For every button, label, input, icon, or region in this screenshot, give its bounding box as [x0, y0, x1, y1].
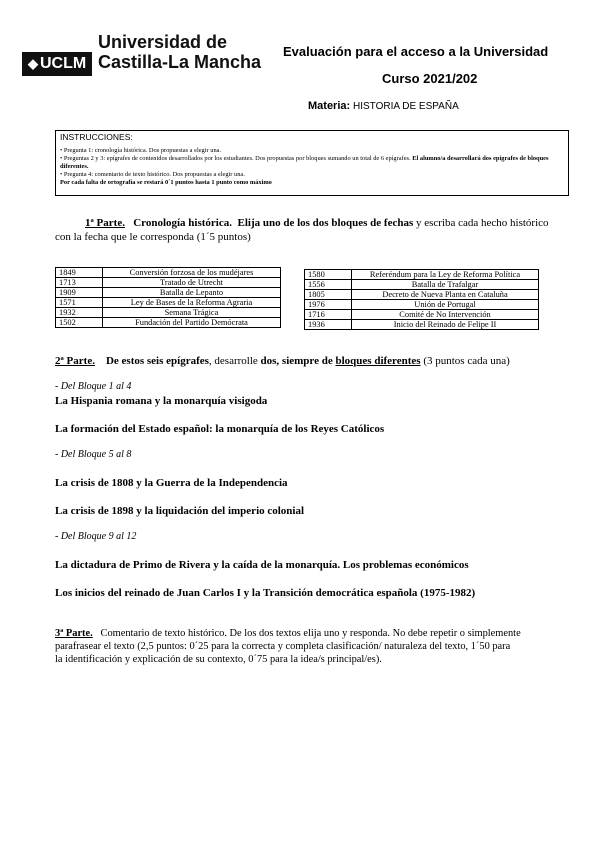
- instructions-title: INSTRUCCIONES:: [60, 132, 133, 142]
- university-name-line2: Castilla-La Mancha: [98, 52, 262, 72]
- instruction-line-4: [60, 179, 564, 187]
- block1-topic-2: La formación del Estado español: la monarquía de los Reyes Católicos: [55, 423, 385, 435]
- table-year: 1805: [305, 290, 352, 300]
- table-year: 1502: [56, 318, 103, 328]
- university-name: [98, 32, 261, 72]
- table-row: [305, 290, 539, 300]
- dates-table-b: [304, 269, 539, 330]
- table-event: Batalla de Lepanto: [103, 288, 281, 298]
- table-row: [56, 298, 281, 308]
- instruction-line-2: [60, 155, 564, 171]
- part2-text3: dos, siempre de: [260, 355, 333, 367]
- table-year: 1571: [56, 298, 103, 308]
- instruction-line-2-text: • Preguntas 2 y 3: epígrafes de contenidos desarrollados por los estudiantes. Dos propuestas por bloques sumando un total de 6 epígrafes.: [60, 155, 411, 162]
- exam-title: Evaluación para el acceso a la Universidad: [283, 44, 549, 59]
- subject-value: HISTORIA DE ESPAÑA: [352, 101, 459, 112]
- block2-topic-2: La crisis de 1898 y la liquidación del imperio colonial: [55, 505, 305, 517]
- part3-heading: 3ª Parte.: [55, 628, 93, 639]
- table-year: 1936: [305, 320, 352, 330]
- university-logo: [22, 52, 92, 76]
- table-year: 1976: [305, 300, 352, 310]
- table-row: [305, 280, 539, 290]
- part2-text1: De estos seis epígrafes: [105, 355, 209, 367]
- table-event: Fundación del Partido Demócrata: [103, 318, 281, 328]
- table-row: [56, 288, 281, 298]
- table-event: Comité de No Intervención: [352, 310, 539, 320]
- part1-title: Cronología histórica.: [133, 217, 232, 229]
- table-row: [305, 270, 539, 280]
- part2-text5: (3 puntos cada una): [423, 355, 510, 367]
- block1-label: - Del Bloque 1 al 4: [55, 381, 132, 392]
- table-event: Ley de Bases de la Reforma Agraria: [103, 298, 281, 308]
- table-row: [56, 308, 281, 318]
- block3-label: - Del Bloque 9 al 12: [55, 531, 137, 542]
- instruction-line-3: • Pregunta 4: comentario de texto histórico. Dos propuestas a elegir una.: [60, 171, 245, 178]
- part2-intro: [55, 354, 575, 368]
- part3-line-2: parafrasear el texto (2,5 puntos: 0´25 para la correcta y completa clasificación/ naturaleza del texto, 1´50 para: [55, 641, 511, 652]
- table-event: Conversión forzosa de los mudéjares: [103, 268, 281, 278]
- instructions-box: [55, 130, 569, 196]
- table-event: Unión de Portugal: [352, 300, 539, 310]
- table-year: 1580: [305, 270, 352, 280]
- part1-instruction-line2: con la fecha que le corresponda (1´5 puntos): [55, 231, 251, 243]
- table-year: 1932: [56, 308, 103, 318]
- table-row: [56, 278, 281, 288]
- table-year: 1713: [56, 278, 103, 288]
- table-row: [305, 300, 539, 310]
- block3-topic-1: La dictadura de Primo de Rivera y la caída de la monarquía. Los problemas económicos: [55, 559, 469, 571]
- instruction-line-2-bold: El alumno/a desarrollará dos epígrafes de bloques diferentes.: [60, 155, 549, 170]
- logo-text: UCLM: [40, 55, 87, 72]
- table-row: [56, 268, 281, 278]
- table-row: [305, 310, 539, 320]
- part3-text-1: Comentario de texto histórico. De los dos textos elija uno y responda. No debe repetir o simplemente: [100, 628, 521, 639]
- table-year: 1849: [56, 268, 103, 278]
- table-year: 1556: [305, 280, 352, 290]
- subject-label: Materia:: [308, 100, 351, 112]
- table-event: Decreto de Nueva Planta en Cataluña: [352, 290, 539, 300]
- course-year: Curso 2021/202: [382, 71, 478, 86]
- part3-line-1: [55, 627, 575, 640]
- part1-intro: [55, 216, 575, 244]
- logo-symbol-icon: ◆: [28, 56, 38, 71]
- table-row: [56, 318, 281, 328]
- part2-heading: 2ª Parte.: [55, 355, 95, 367]
- table-event: Tratado de Utrecht: [103, 278, 281, 288]
- part1-instruction-rest: y escriba cada hecho histórico: [415, 217, 549, 229]
- table-event: Referéndum para la Ley de Reforma Política: [352, 270, 539, 280]
- instruction-line-1: • Pregunta 1: cronología histórica. Dos propuestas a elegir una.: [60, 147, 222, 154]
- university-name-line1: Universidad de: [98, 32, 228, 52]
- table-row: [305, 320, 539, 330]
- table-event: Semana Trágica: [103, 308, 281, 318]
- block3-topic-2: Los inicios del reinado de Juan Carlos I y la Transición democrática española (1975-1982): [55, 587, 476, 599]
- block1-topic-1: La Hispania romana y la monarquía visigoda: [55, 395, 268, 407]
- block2-label: - Del Bloque 5 al 8: [55, 449, 132, 460]
- spelling-rule: Por cada falta de ortografía se restará 0´1 puntos hasta 1 punto como máximo: [60, 179, 272, 186]
- subject-line: [308, 100, 459, 112]
- table-event: Batalla de Trafalgar: [352, 280, 539, 290]
- part1-heading: 1ª Parte.: [85, 217, 125, 229]
- part2-text2: , desarrolle: [208, 355, 258, 367]
- part1-instruction-bold: Elija uno de los dos bloques de fechas: [237, 217, 414, 229]
- block2-topic-1: La crisis de 1808 y la Guerra de la Independencia: [55, 477, 288, 489]
- part3-line-3: la identificación y explicación de su contexto, 0´75 para la idea/s principal/es).: [55, 654, 382, 665]
- table-event: Inicio del Reinado de Felipe II: [352, 320, 539, 330]
- part3-section: [55, 627, 575, 666]
- table-year: 1909: [56, 288, 103, 298]
- dates-table-a: [55, 267, 281, 328]
- table-year: 1716: [305, 310, 352, 320]
- part2-text4: bloques diferentes: [335, 355, 421, 367]
